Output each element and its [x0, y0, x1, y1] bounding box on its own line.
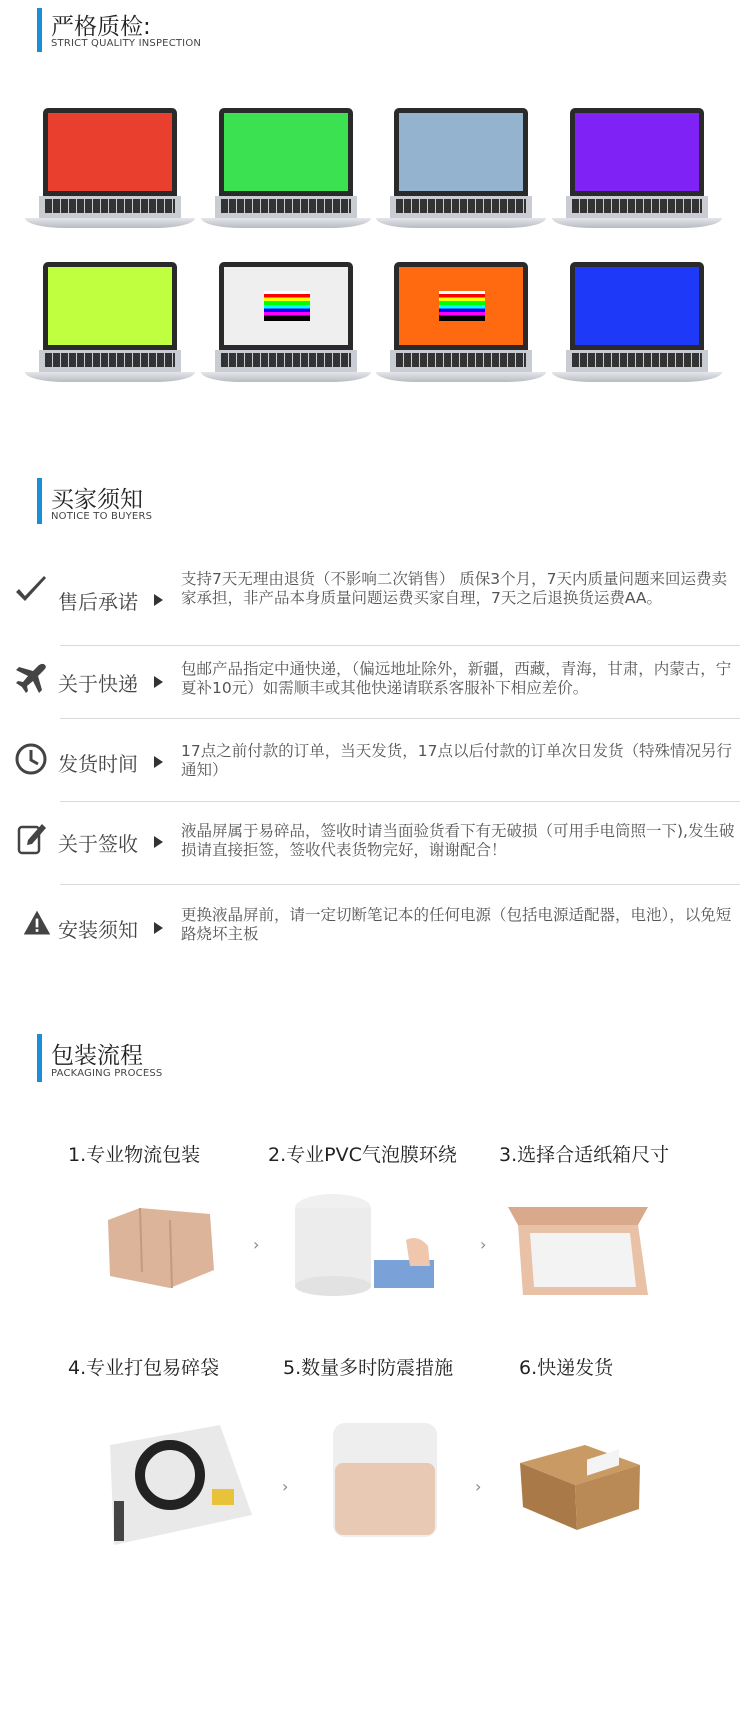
laptop-keyboard	[215, 196, 357, 218]
notice-text: 更换液晶屏前，请一定切断笔记本的任何电源（包括电源适配器，电池），以免短路烧坏主板	[181, 906, 732, 943]
keyboard-keys	[396, 199, 526, 213]
notice-text: 支持7天无理由退货（不影响二次销售） 质保3个月，7天内质量问题来回运费卖家承担，非产品本身质量问题运费买家自理，7天之后退换货运费AA。	[181, 570, 728, 607]
laptop-screen	[224, 113, 348, 191]
step-label: 3.选择合适纸箱尺寸	[499, 1144, 670, 1166]
chevron-right-icon: ›	[480, 1235, 487, 1254]
arrow-right-icon	[154, 756, 163, 768]
laptop-base	[552, 372, 722, 382]
arrow-right-icon	[154, 922, 163, 934]
open-box-image	[498, 1195, 658, 1300]
buyers-title: 买家须知	[51, 487, 143, 513]
checkmark-icon	[14, 574, 48, 608]
laptop-base	[25, 372, 195, 382]
laptop-screen	[575, 113, 699, 191]
header-accent-bar	[37, 478, 42, 524]
step-label: 1.专业物流包装	[68, 1144, 201, 1166]
color-test-pattern	[439, 291, 485, 321]
laptop-base	[25, 218, 195, 228]
laptop-display-test	[25, 108, 195, 238]
laptop-display-test	[376, 108, 546, 238]
laptop-keyboard	[566, 350, 708, 372]
quality-subtitle: STRICT QUALITY INSPECTION	[51, 38, 202, 49]
packaging-subtitle: PACKAGING PROCESS	[51, 1068, 163, 1079]
laptop-lid	[394, 262, 528, 350]
laptop-lid	[219, 262, 353, 350]
laptop-keyboard	[566, 196, 708, 218]
notice-title: 关于快递	[58, 672, 138, 696]
keyboard-keys	[221, 353, 351, 367]
step-label: 4.专业打包易碎袋	[68, 1357, 220, 1379]
keyboard-keys	[572, 353, 702, 367]
laptop-display-test	[376, 262, 546, 392]
header-accent-bar	[37, 8, 42, 52]
divider	[60, 645, 740, 646]
warning-icon	[22, 908, 52, 938]
fragile-bag-image	[100, 1405, 260, 1555]
laptop-keyboard	[215, 350, 357, 372]
laptop-screen	[48, 267, 172, 345]
packaging-title: 包装流程	[51, 1043, 143, 1069]
keyboard-keys	[221, 199, 351, 213]
notice-title: 关于签收	[58, 832, 138, 856]
divider	[60, 801, 740, 802]
laptop-lid	[570, 108, 704, 196]
laptop-screen	[224, 267, 348, 345]
shipping-box-image	[515, 1435, 645, 1535]
laptop-screen	[48, 113, 172, 191]
notice-title: 安装须知	[58, 918, 138, 942]
keyboard-keys	[396, 353, 526, 367]
divider	[60, 718, 740, 719]
arrow-right-icon	[154, 836, 163, 848]
laptop-display-test	[552, 108, 722, 238]
laptop-lid	[570, 262, 704, 350]
laptop-keyboard	[390, 350, 532, 372]
laptop-base	[552, 218, 722, 228]
color-test-pattern	[264, 291, 310, 321]
notice-title: 售后承诺	[58, 590, 138, 614]
keyboard-keys	[45, 199, 175, 213]
header-accent-bar	[37, 1034, 42, 1082]
notice-text: 17点之前付款的订单，当天发货，17点以后付款的订单次日发货（特殊情况另行通知）	[181, 742, 732, 779]
laptop-base	[376, 218, 546, 228]
arrow-right-icon	[154, 676, 163, 688]
laptop-base	[201, 372, 371, 382]
laptop-display-test	[552, 262, 722, 392]
pencil-note-icon	[14, 822, 48, 856]
laptop-base	[201, 218, 371, 228]
laptop-lid	[43, 262, 177, 350]
laptop-display-test	[201, 262, 371, 392]
chevron-right-icon: ›	[253, 1235, 260, 1254]
keyboard-keys	[45, 353, 175, 367]
laptop-lid	[219, 108, 353, 196]
laptop-lid	[43, 108, 177, 196]
chevron-right-icon: ›	[282, 1477, 289, 1496]
laptop-screen	[399, 113, 523, 191]
padded-package-image	[325, 1415, 445, 1545]
laptop-keyboard	[39, 196, 181, 218]
airplane-icon	[14, 662, 48, 696]
notice-text: 液晶屏属于易碎品，签收时请当面验货看下有无破损（可用手电筒照一下),发生破损请直接拒签，签收代表货物完好，谢谢配合！	[181, 822, 735, 859]
laptop-lid	[394, 108, 528, 196]
laptop-base	[376, 372, 546, 382]
keyboard-keys	[572, 199, 702, 213]
bubble-wrap-image	[288, 1190, 458, 1300]
step-label: 6.快递发货	[519, 1357, 614, 1379]
step-label: 5.数量多时防震措施	[283, 1357, 454, 1379]
step-label: 2.专业PVC气泡膜环绕	[268, 1144, 457, 1166]
divider	[60, 884, 740, 885]
laptop-display-test	[25, 262, 195, 392]
flat-carton-image	[100, 1200, 220, 1295]
chevron-right-icon: ›	[475, 1477, 482, 1496]
laptop-keyboard	[390, 196, 532, 218]
arrow-right-icon	[154, 594, 163, 606]
notice-title: 发货时间	[58, 752, 138, 776]
clock-icon	[14, 742, 48, 776]
quality-title: 严格质检:	[51, 14, 151, 40]
laptop-screen	[575, 267, 699, 345]
laptop-keyboard	[39, 350, 181, 372]
notice-text: 包邮产品指定中通快递，（偏远地址除外，新疆，西藏，青海，甘肃，内蒙古，宁夏补10元）如需顺丰或其他快递请联系客服补下相应差价。	[181, 660, 732, 697]
buyers-subtitle: NOTICE TO BUYERS	[51, 511, 153, 522]
laptop-screen	[399, 267, 523, 345]
laptop-display-test	[201, 108, 371, 238]
